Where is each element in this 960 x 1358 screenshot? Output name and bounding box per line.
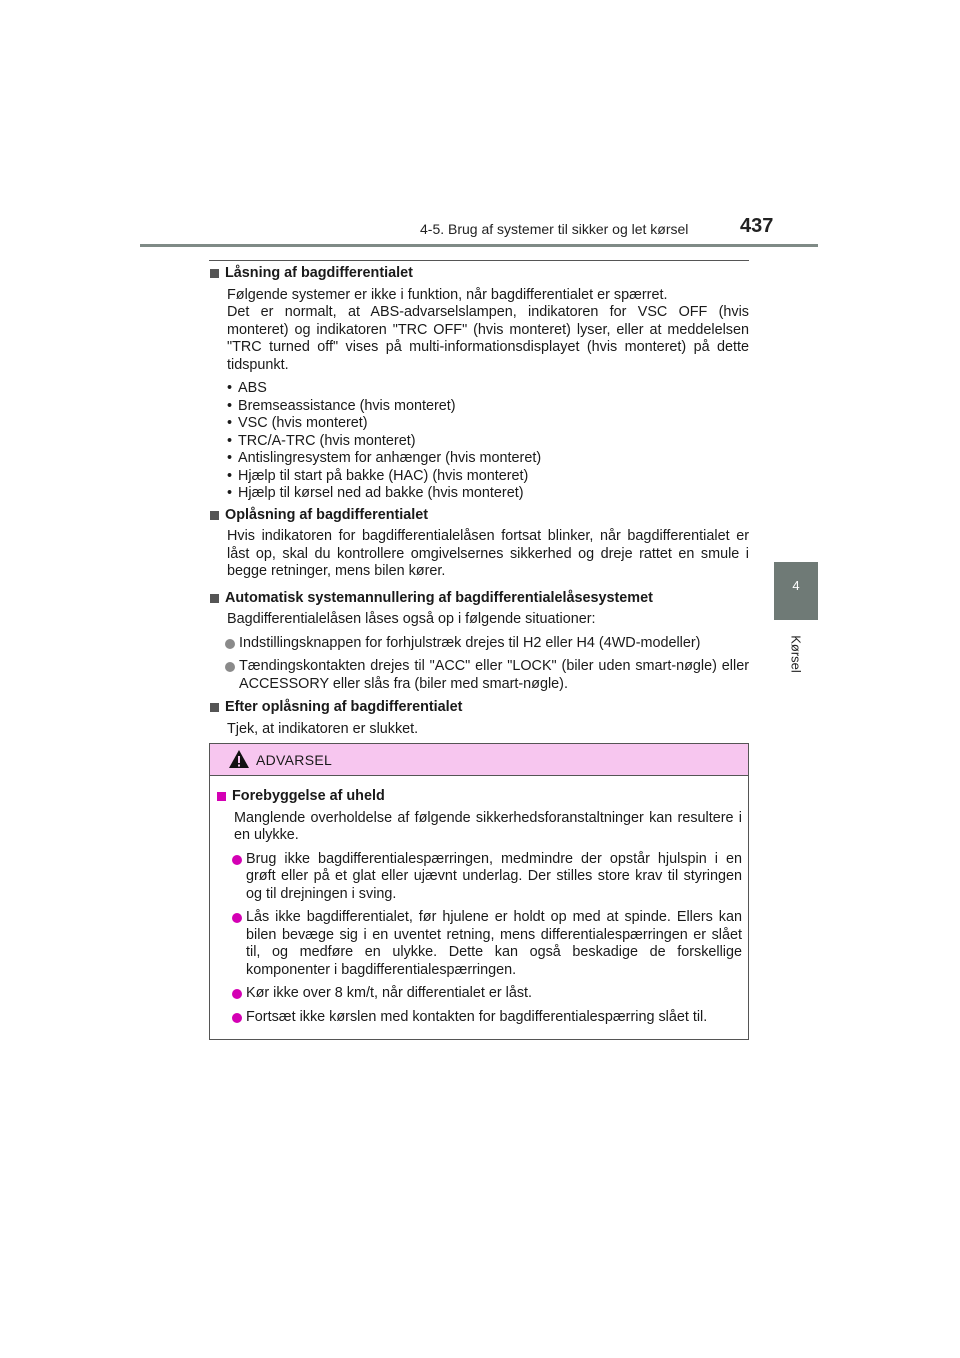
square-bullet-icon — [210, 511, 219, 520]
section-heading-text: Automatisk systemannullering af bagdifferentialelåsesystemet — [225, 589, 653, 606]
paragraph: Hvis indikatoren for bagdifferentialelåsen fortsat blinker, når bagdifferentialet er låst op, skal du kontrollere omgivelsernes sikkerhed og dreje rattet en smule i begge retninger, mens bilen kører. — [227, 528, 749, 579]
section-heading — [209, 265, 749, 283]
list-item: • Bremseassistance (hvis monteret) — [227, 398, 749, 416]
page-number: 437 — [740, 215, 774, 237]
list-item-text: Lås ikke bagdifferentialet, før hjulene er holdt op med at spinde. Ellers kan bilen bevæge sig i en uventet retning, mens differentialespærringen er slået til, og medføre en ulykke. Dette kan også beskadige de forskellige komponenter i bagdifferentialespærringen. — [246, 909, 742, 978]
square-bullet-icon — [217, 792, 226, 801]
list-item: • ABS — [227, 380, 749, 398]
paragraph: Følgende systemer er ikke i funktion, når bagdifferentialet er spærret. — [227, 286, 668, 303]
warning-heading — [216, 788, 742, 806]
square-bullet-icon — [210, 594, 219, 603]
section-heading — [209, 699, 749, 717]
chapter-tab-number: 4 — [792, 578, 800, 593]
round-bullet-icon — [232, 913, 242, 923]
section-heading-text: Oplåsning af bagdifferentialet — [225, 506, 429, 523]
round-bullet-icon — [232, 855, 242, 865]
warning-box — [209, 743, 749, 1040]
warning-triangle-icon — [228, 749, 250, 769]
list-item-text: Kør ikke over 8 km/t, når differentialet er låst. — [246, 985, 533, 1001]
list-item: • Hjælp til start på bakke (HAC) (hvis monteret) — [227, 468, 749, 486]
chapter-section-title: 4-5. Brug af systemer til sikker og let kørsel — [420, 221, 689, 237]
list-item: • Antislingresystem for anhænger (hvis monteret) — [227, 450, 749, 468]
paragraph: Bagdifferentialelåsen låses også op i følgende situationer: — [227, 611, 596, 627]
chapter-tab-label-text: Kørsel — [788, 635, 804, 673]
square-bullet-icon — [210, 703, 219, 712]
list-item-text: Fortsæt ikke kørslen med kontakten for bagdifferentialespærring slået til. — [246, 1008, 708, 1025]
round-bullet-icon — [232, 989, 242, 999]
list-item: • TRC/A-TRC (hvis monteret) — [227, 433, 749, 451]
main-content — [209, 265, 749, 738]
section-heading — [209, 590, 749, 608]
warning-title: ADVARSEL — [256, 752, 333, 768]
paragraph: Tjek, at indikatoren er slukket. — [227, 720, 419, 737]
list-item-text: Indstillingsknappen for forhjulstræk drejes til H2 eller H4 (4WD-modeller) — [239, 634, 701, 651]
paragraph: Det er normalt, at ABS-advarselslampen, indikatoren for VSC OFF (hvis monteret) og indikatoren "TRC OFF" (hvis monteret) lyser, eller at meddelelsen "TRC turned off" vises på multi-informationsdisplayet (hvis monteret) på dette tidspunkt. — [227, 304, 749, 373]
list-item — [209, 635, 749, 653]
chapter-tab — [774, 562, 818, 620]
content-top-divider — [209, 260, 749, 261]
round-bullet-icon — [232, 1013, 242, 1023]
section-heading-text: Efter oplåsning af bagdifferentialet — [225, 699, 463, 715]
warning-header — [210, 744, 748, 776]
section-heading — [209, 507, 749, 525]
paragraph: Manglende overholdelse af følgende sikkerhedsforanstaltninger kan resultere i en ulykke. — [234, 809, 742, 843]
warning-body — [210, 776, 748, 1026]
list-item — [209, 658, 749, 693]
list-item — [216, 909, 742, 979]
list-item: • Hjælp til kørsel ned ad bakke (hvis monteret) — [227, 485, 749, 503]
square-bullet-icon — [210, 269, 219, 278]
round-bullet-icon — [225, 639, 235, 649]
list-item — [216, 985, 742, 1003]
warning-heading-text: Forebyggelse af uheld — [232, 788, 385, 804]
round-bullet-icon — [225, 662, 235, 672]
system-list — [209, 380, 749, 503]
list-item — [216, 851, 742, 904]
section-heading-text: Låsning af bagdifferentialet — [225, 265, 413, 281]
list-item-text: Brug ikke bagdifferentialespærringen, medmindre der opstår hjulspin i en grøft eller på et glat eller ujævnt underlag. Der stilles store krav til styringen og til drejningen i sving. — [246, 850, 742, 902]
list-item: • VSC (hvis monteret) — [227, 415, 749, 433]
list-item-text: Tændingskontakten drejes til "ACC" eller "LOCK" (biler uden smart-nøgle) eller ACCESSORY eller slås fra (biler med smart-nøgle). — [239, 658, 749, 692]
header-divider — [140, 244, 818, 247]
section-body — [209, 287, 749, 375]
list-item — [216, 1009, 742, 1027]
chapter-tab-label — [786, 630, 806, 678]
